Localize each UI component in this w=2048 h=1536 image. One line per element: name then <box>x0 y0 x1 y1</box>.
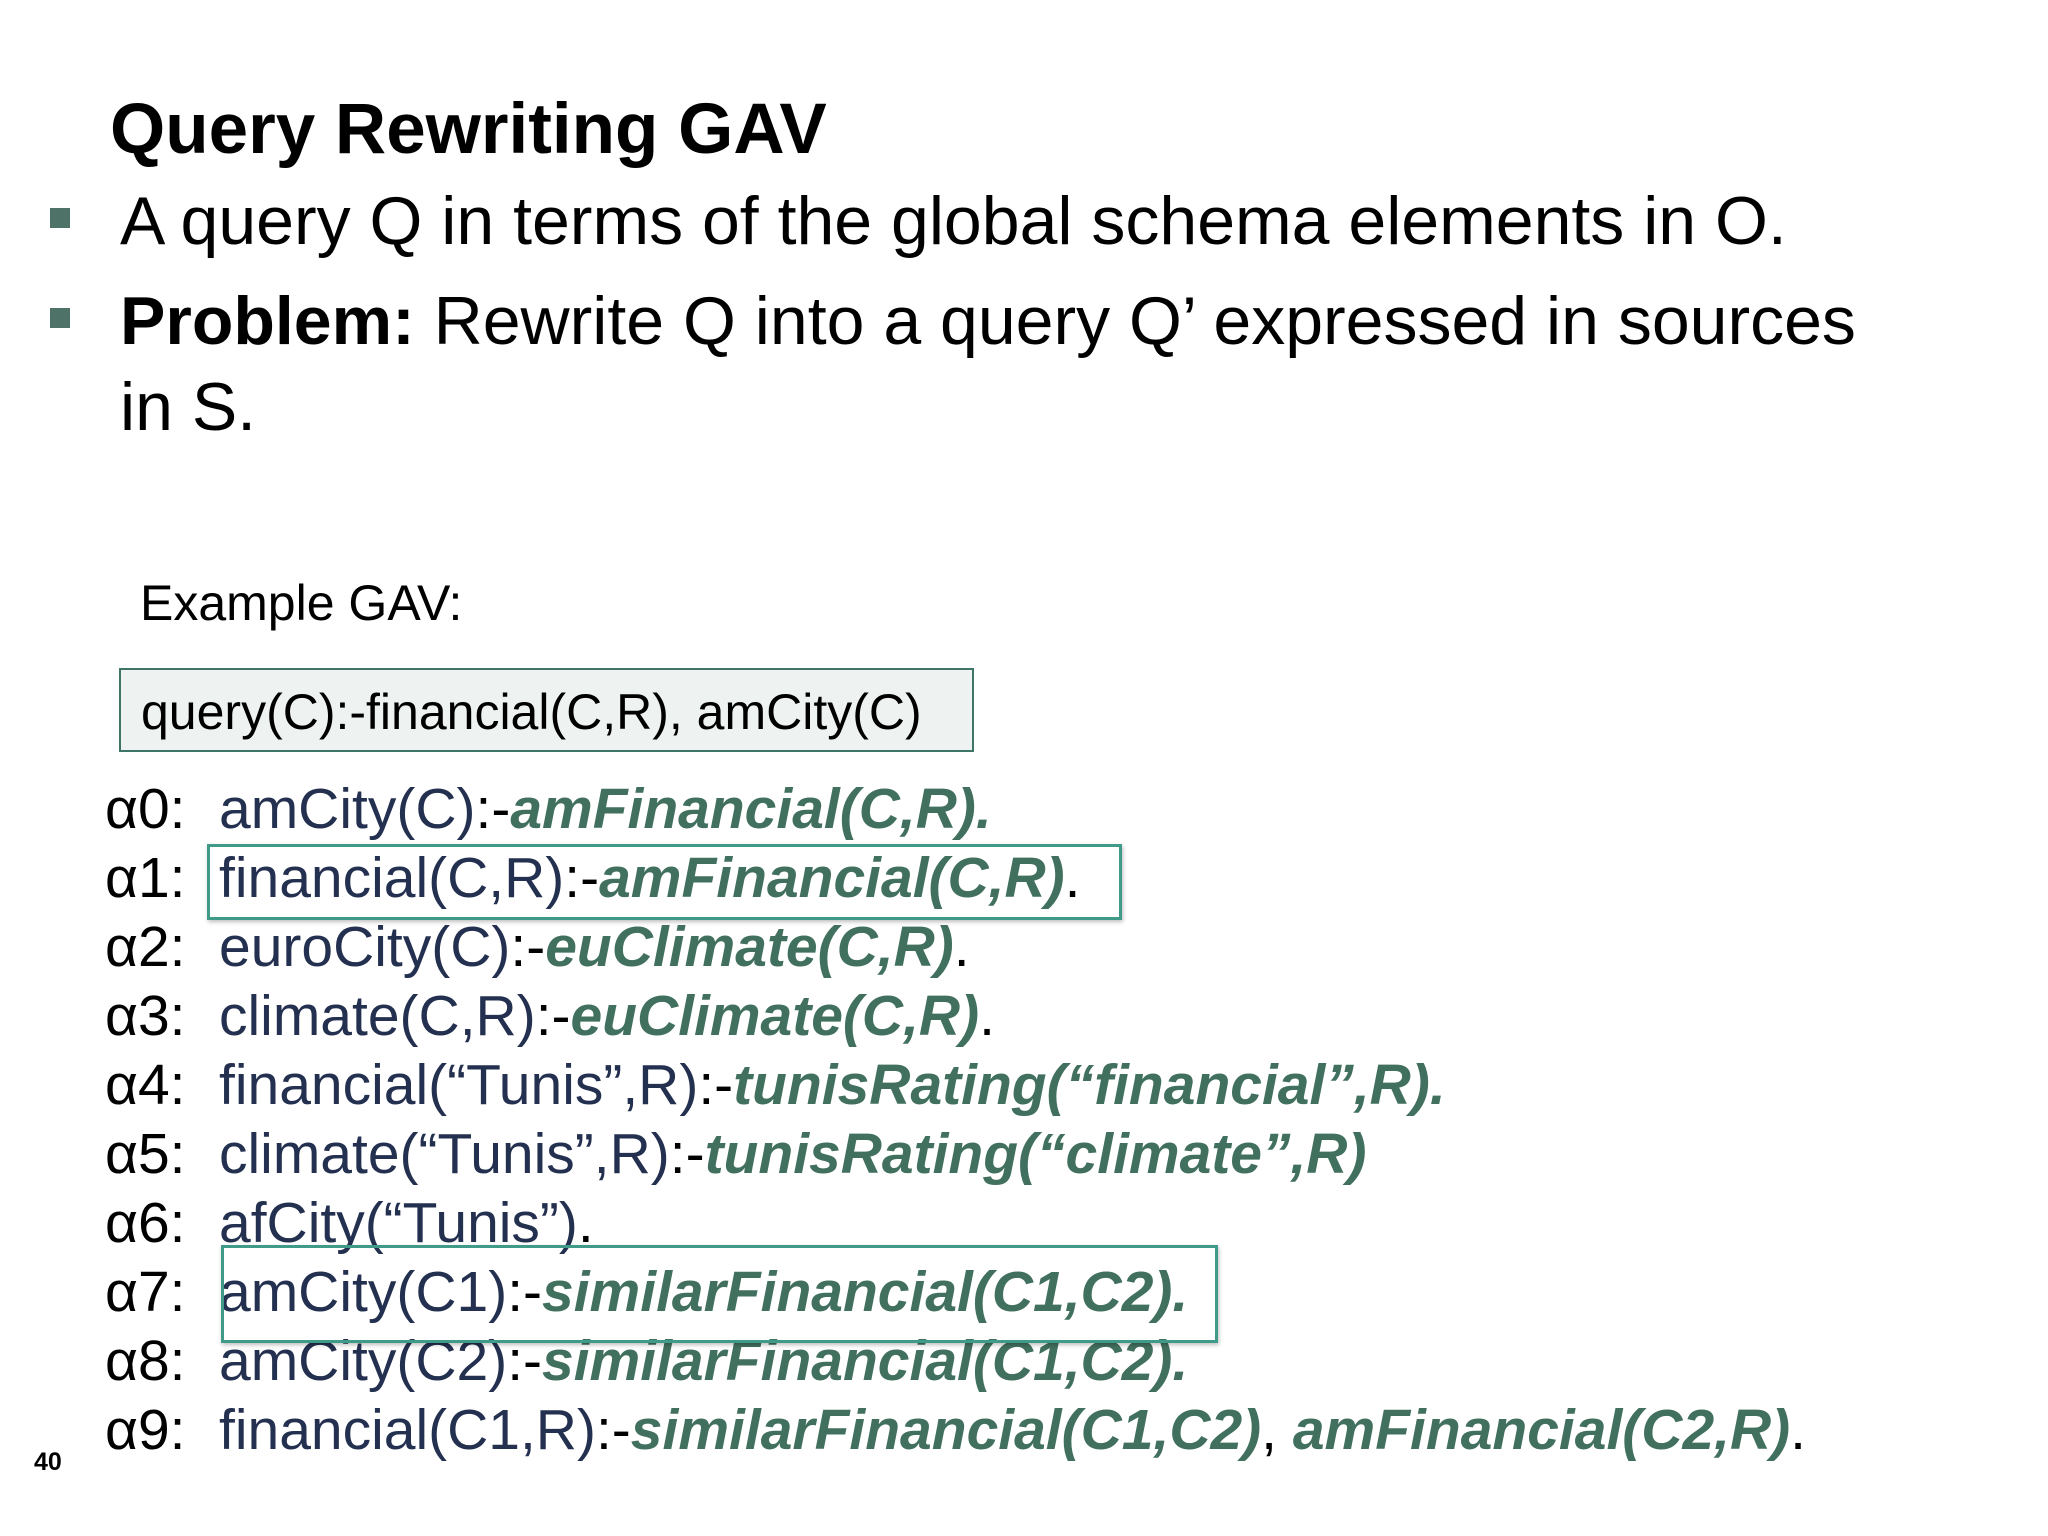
rule-body: similarFinancial(C1,C2). <box>542 1260 1189 1324</box>
rule-row <box>105 913 1806 982</box>
bullet-text: A query Q in terms of the global schema elements in O. <box>120 183 1787 259</box>
rule-row <box>105 982 1806 1051</box>
rule-neck: :- <box>564 846 600 910</box>
rule-neck: :- <box>698 1053 734 1117</box>
rule-body: euClimate(C,R) <box>545 915 954 979</box>
rule-head: climate(C,R) <box>219 984 536 1048</box>
rule-id: α8: <box>105 1329 186 1393</box>
rule-row <box>105 1327 1806 1396</box>
rule-neck: :- <box>669 1122 705 1186</box>
rule-row <box>105 844 1806 913</box>
rule-body: amFinancial(C,R). <box>510 777 992 841</box>
rule-row <box>105 1396 1806 1465</box>
rule-id: α3: <box>105 984 186 1048</box>
rule-head: euroCity(C) <box>219 915 511 979</box>
page-number: 40 <box>34 1448 62 1476</box>
rule-row <box>105 1120 1806 1189</box>
rule-id: α1: <box>105 846 186 910</box>
rule-row <box>105 775 1806 844</box>
bullet-marker-icon <box>50 308 70 328</box>
rule-body: tunisRating(“financial”,R). <box>733 1053 1446 1117</box>
rule-id: α9: <box>105 1398 186 1462</box>
rule-end: . <box>1064 846 1081 910</box>
rule-id: α2: <box>105 915 186 979</box>
rule-row <box>105 1258 1806 1327</box>
rule-id: α0: <box>105 777 186 841</box>
rule-body: tunisRating(“climate”,R) <box>704 1122 1367 1186</box>
rule-row <box>105 1189 1806 1258</box>
rule-body: similarFinancial(C1,C2). <box>542 1329 1189 1393</box>
rule-head: amCity(C2) <box>219 1329 508 1393</box>
bullet-item <box>120 178 1920 264</box>
rule-neck: :- <box>510 915 546 979</box>
rule-end: . <box>1790 1398 1806 1462</box>
rule-end: . <box>979 984 995 1048</box>
rule-head: financial(C1,R) <box>219 1398 596 1462</box>
rule-row <box>105 1051 1806 1120</box>
rule-head: amCity(C) <box>219 777 476 841</box>
rule-end: . <box>953 915 970 979</box>
rule-id: α6: <box>105 1191 186 1255</box>
rule-end: . <box>577 1191 594 1255</box>
rule-body: euClimate(C,R) <box>570 984 980 1048</box>
rule-neck: :- <box>507 1260 543 1324</box>
rule-body: similarFinancial(C1,C2) <box>630 1398 1262 1462</box>
rule-id: α4: <box>105 1053 186 1117</box>
rules-list <box>105 775 1806 1465</box>
rule-separator: , <box>1261 1398 1293 1462</box>
rule-head: financial(“Tunis”,R) <box>219 1053 699 1117</box>
rule-id: α7: <box>105 1260 186 1324</box>
slide-title: Query Rewriting GAV <box>110 90 827 169</box>
bullet-text: Rewrite Q into a query Q’ expressed in sources in S. <box>120 283 1856 445</box>
example-label: Example GAV: <box>140 575 463 631</box>
query-box: query(C):-financial(C,R), amCity(C) <box>119 668 974 752</box>
rule-head: amCity(C1) <box>219 1260 508 1324</box>
rule-id: α5: <box>105 1122 186 1186</box>
bullet-bold-prefix: Problem: <box>120 283 415 359</box>
rule-neck: :- <box>595 1398 631 1462</box>
rule-body: amFinancial(C,R) <box>599 846 1065 910</box>
rule-neck: :- <box>475 777 511 841</box>
rule-head: financial(C,R) <box>219 846 565 910</box>
bullet-item <box>120 278 1920 450</box>
rule-body-second: amFinancial(C2,R) <box>1292 1398 1791 1462</box>
rule-head: climate(“Tunis”,R) <box>219 1122 670 1186</box>
bullet-marker-icon <box>50 208 70 228</box>
rule-neck: :- <box>507 1329 543 1393</box>
rule-head: afCity(“Tunis”) <box>219 1191 578 1255</box>
rule-neck: :- <box>535 984 571 1048</box>
